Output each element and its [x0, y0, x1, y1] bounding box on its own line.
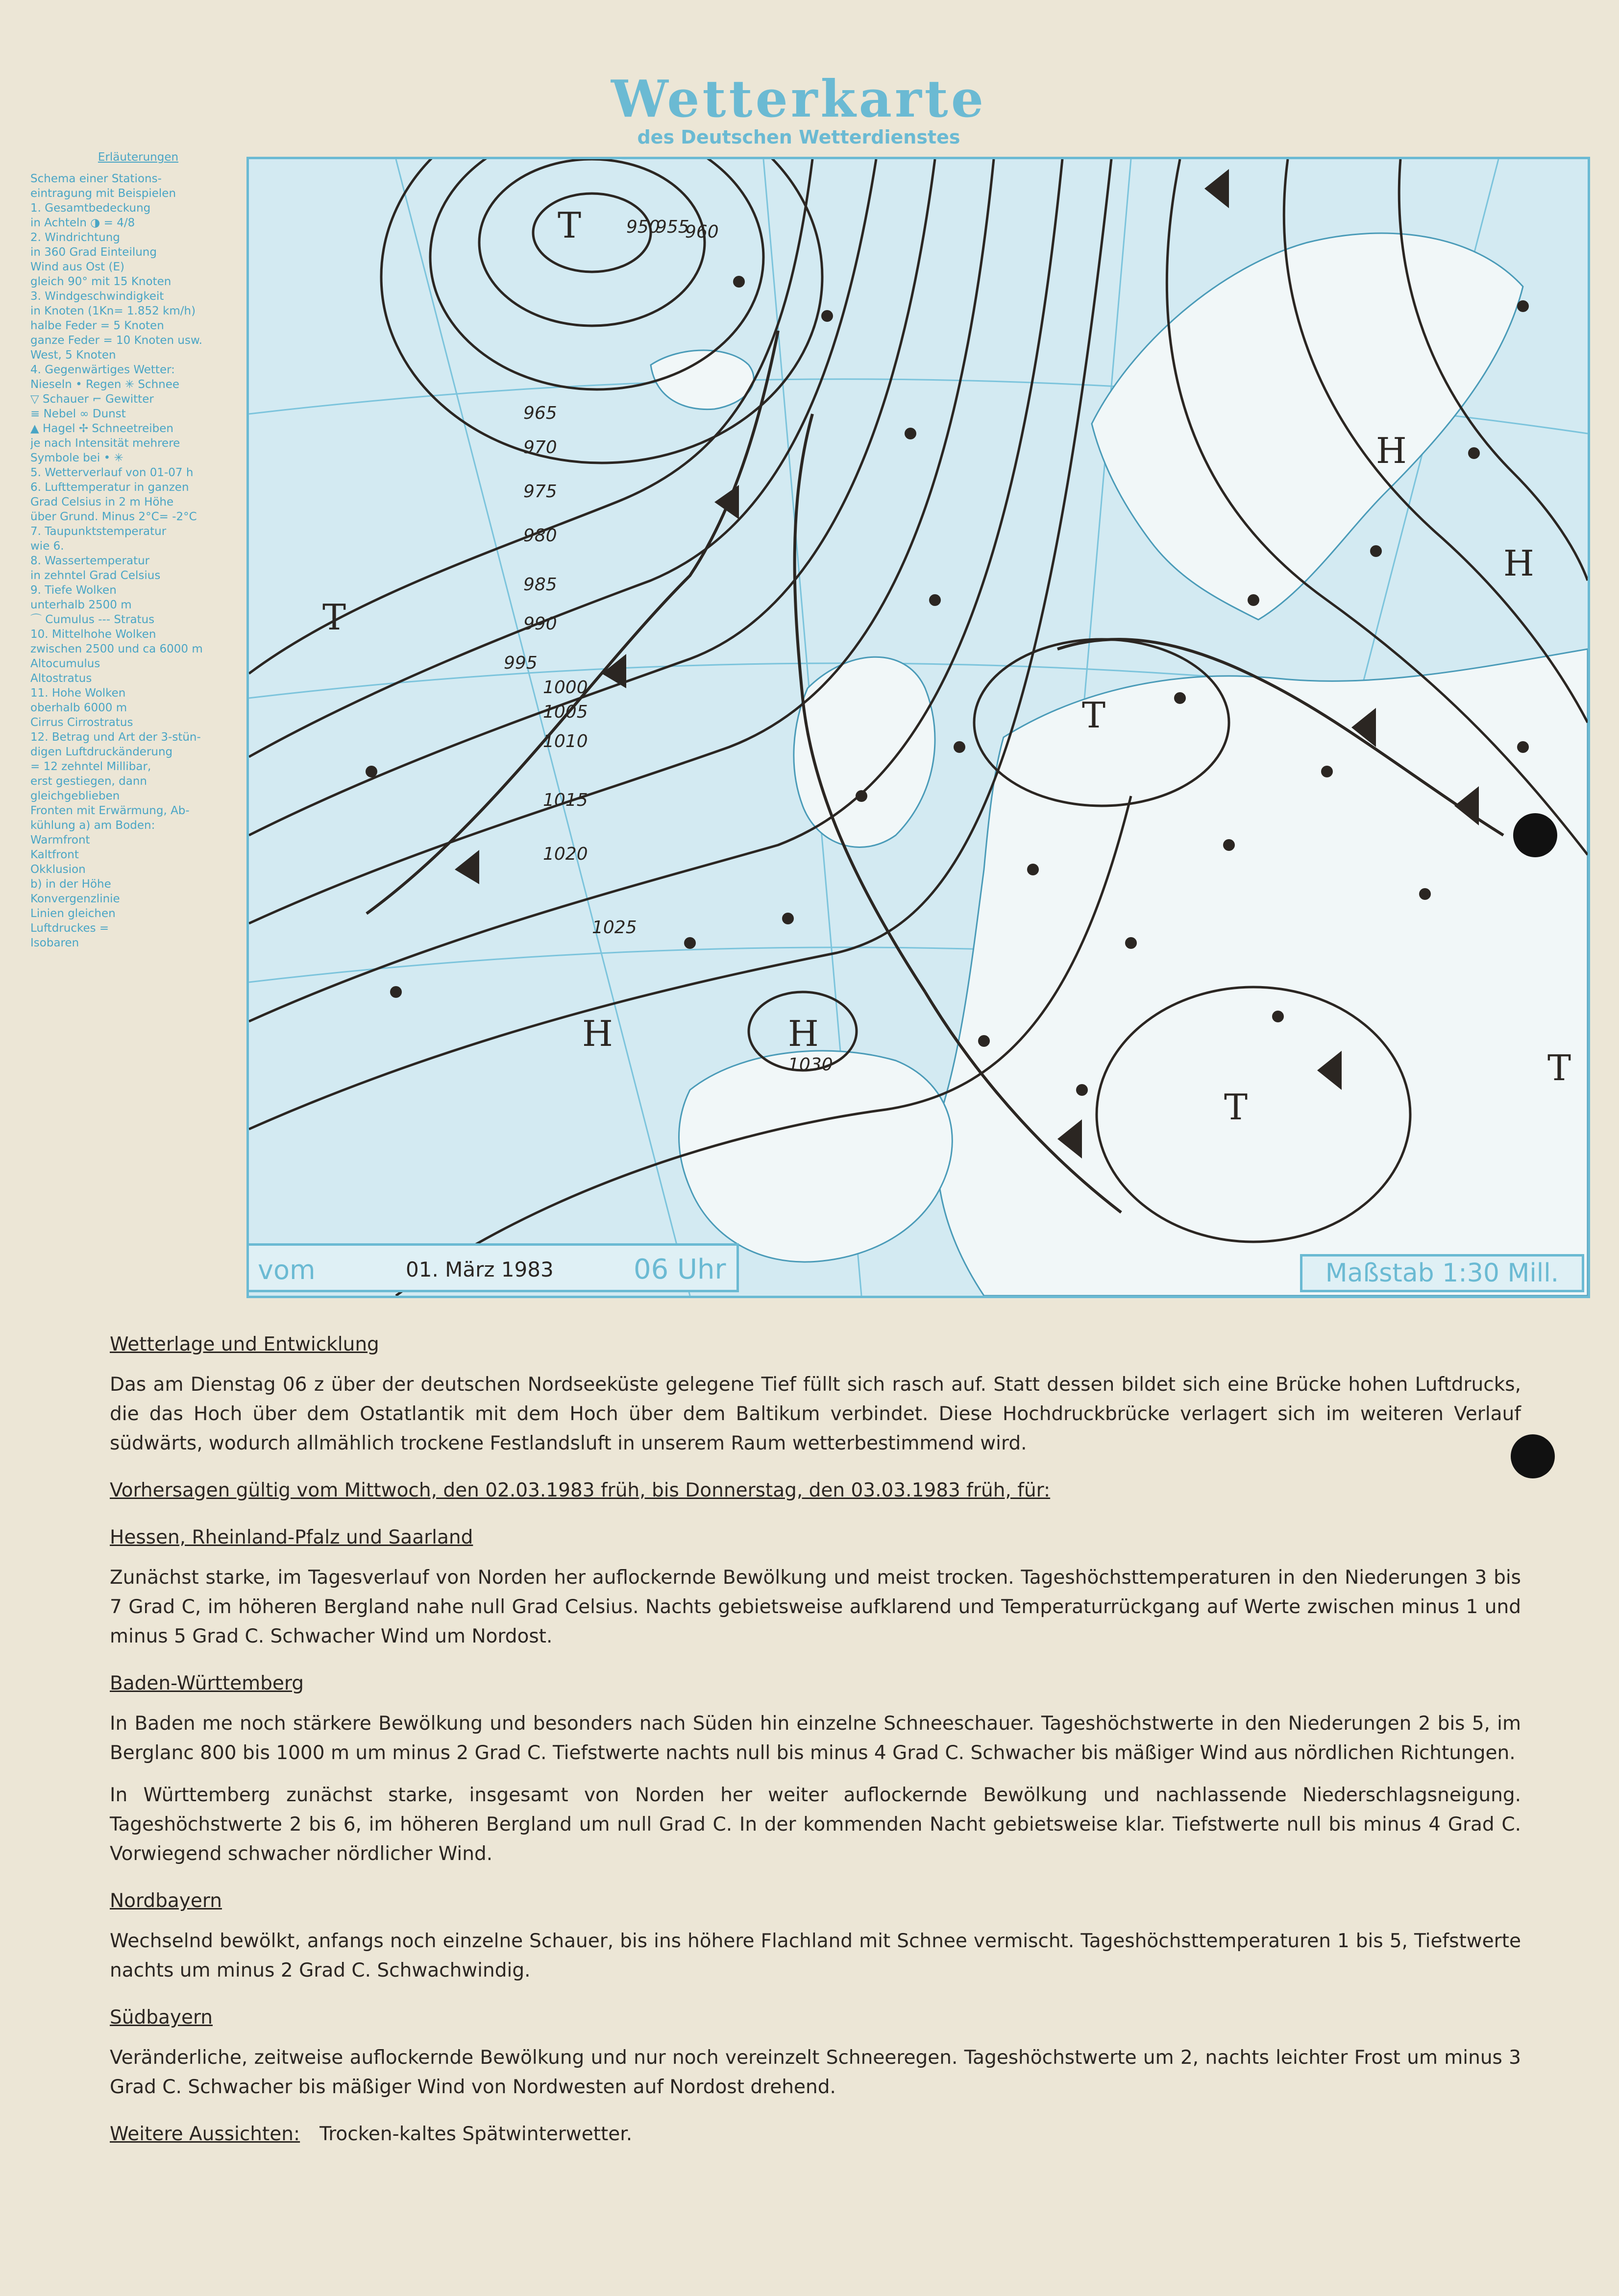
front-triangle: [1204, 169, 1229, 208]
legend-line: Isobaren: [30, 937, 79, 949]
page-subtitle: des Deutschen Wetterdienstes: [637, 126, 960, 148]
low-center-label: T: [558, 205, 582, 246]
legend-line: 7. Taupunktstemperatur: [30, 525, 167, 538]
legend-line: 3. Windgeschwindigkeit: [30, 290, 164, 303]
region-paragraph: Veränderliche, zeitweise auflockernde Bewölkung und nur noch vereinzelt Schneeregen. Tageshöchstwerte um 2, nachts leichter Frost um minus 3 Grad C. Schwacher bis mäßiger Wind von Nordwesten auf Nordost drehend.: [110, 2047, 1521, 2098]
legend-line: 8. Wassertemperatur: [30, 555, 150, 567]
isobar-label-1030: 1030: [788, 1055, 833, 1075]
isobar-label-970: 970: [523, 437, 557, 458]
region-forecasts: [110, 1523, 1521, 2102]
legend-line: 11. Hohe Wolken: [30, 687, 126, 700]
legend-line: ganze Feder = 10 Knoten usw.: [30, 334, 202, 347]
legend-line: in Achteln ◑ = 4/8: [30, 217, 135, 229]
legend-line: Fronten mit Erwärmung, Ab-: [30, 804, 190, 817]
map-scale: Maßstab 1:30 Mill.: [1300, 1254, 1584, 1292]
region-section: [110, 1523, 1521, 1651]
section-heading-wetterlage: Wetterlage und Entwicklung: [110, 1333, 379, 1355]
region-paragraph: In Baden me noch stärkere Bewölkung und besonders nach Süden hin einzelne Schneeschauer. Tageshöchstwerte in den Niederungen 2 bis 5, im Berglanc 800 bis 1000 m um minus 2 Grad C. Tiefstwerte nachts null bis minus 4 Grad C. Schwacher bis mäßiger Wind aus nördlichen Richtungen.: [110, 1713, 1521, 1764]
isobar-labels: [504, 217, 833, 1075]
outlook-label: Weitere Aussichten:: [110, 2123, 300, 2145]
outlook-line: [110, 2120, 1521, 2149]
legend-line: 2. Windrichtung: [30, 231, 120, 244]
footer-time: 06 Uhr: [634, 1254, 726, 1285]
legend-line: West, 5 Knoten: [30, 349, 116, 362]
legend-line: gleich 90° mit 15 Knoten: [30, 275, 172, 288]
region-paragraph: Wechselnd bewölkt, anfangs noch einzelne Schauer, bis ins höhere Flachland mit Schnee vermischt. Tageshöchsttemperaturen 1 bis 5, Tiefstwerte nachts um minus 2 Grad C. Schwachwindig.: [110, 1930, 1521, 1982]
isobar-label-985: 985: [523, 575, 557, 595]
legend-line: über Grund. Minus 2°C= -2°C: [30, 510, 197, 523]
legend-line: Nieseln • Regen ✳ Schnee: [30, 378, 180, 391]
isobar-label-960: 960: [685, 222, 719, 242]
land-scandinavia: [1092, 233, 1523, 620]
region-paragraph: Zunächst starke, im Tagesverlauf von Norden her auflockernde Bewölkung und meist trocken. Tageshöchsttemperaturen in den Niederungen 3 bis 7 Grad C, im höheren Bergland nahe null Grad Celsius. Nachts gebietsweise aufklarend und Temperaturrückgang auf Werte zwischen minus 1 und minus 5 Grad C. Schwacher Wind um Nordost.: [110, 1567, 1521, 1647]
legend-line: digen Luftdruckänderung: [30, 746, 173, 758]
isobar-label-1000: 1000: [543, 677, 588, 698]
high-center-label: H: [582, 1013, 613, 1054]
legend-line: kühlung a) am Boden:: [30, 819, 155, 832]
legend-line: = 12 zehntel Millibar,: [30, 760, 151, 773]
region-heading: Nordbayern: [110, 1890, 222, 1912]
legend-line: 9. Tiefe Wolken: [30, 584, 117, 597]
legend-line: zwischen 2500 und ca 6000 m: [30, 643, 203, 655]
legend-line: in 360 Grad Einteilung: [30, 246, 157, 259]
region-heading: Hessen, Rheinland-Pfalz und Saarland: [110, 1526, 473, 1548]
isobar-label-955: 955: [656, 217, 689, 237]
legend-line: Cirrus Cirrostratus: [30, 716, 133, 729]
legend-line: je nach Intensität mehrere: [30, 437, 180, 450]
front-triangle: [455, 850, 479, 884]
legend-line: 1. Gesamtbedeckung: [30, 202, 151, 215]
legend-line: Symbole bei • ✳: [30, 452, 123, 464]
overview-paragraph: Das am Dienstag 06 z über der deutschen Nordseeküste gelegene Tief füllt sich rasch auf. Statt dessen bildet sich eine Brücke hohen Luftdrucks, die das Hoch über dem Ostatlantik mit dem Hoch über dem Baltikum verbindet. Diese Hochdruckbrücke verlagert sich im weiteren Verlauf südwärts, wodurch allmählich trockene Festlandsluft in unserem Raum wetterbestimmend wird.: [110, 1374, 1521, 1454]
region-heading: Südbayern: [110, 2006, 213, 2029]
forecast-validity-header: Vorhersagen gültig vom Mittwoch, den 02.03.1983 früh, bis Donnerstag, den 03.03.1983 früh, für:: [110, 1479, 1051, 1501]
legend-line: Konvergenzlinie: [30, 893, 120, 905]
legend-line: Linien gleichen: [30, 907, 116, 920]
low-center-label: T: [1082, 695, 1106, 736]
legend-line: 6. Lufttemperatur in ganzen: [30, 481, 189, 494]
weather-map: [246, 157, 1590, 1298]
high-center-label: H: [1503, 543, 1534, 584]
land-continent: [937, 649, 1588, 1296]
region-heading: Baden-Württemberg: [110, 1672, 304, 1694]
legend-line: 4. Gegenwärtiges Wetter:: [30, 363, 175, 376]
legend-line: Luftdruckes =: [30, 922, 109, 935]
legend-line: Wind aus Ost (E): [30, 261, 124, 273]
low-center-label: T: [1224, 1087, 1248, 1128]
region-section: [110, 1669, 1521, 1869]
legend-line: in Knoten (1Kn= 1.852 km/h): [30, 305, 196, 317]
isobar-label-990: 990: [523, 614, 557, 634]
legend-line: Warmfront: [30, 834, 90, 846]
legend-line: b) in der Höhe: [30, 878, 111, 891]
legend-line: in zehntel Grad Celsius: [30, 569, 161, 582]
legend-line: erst gestiegen, dann: [30, 775, 147, 788]
isobar-label-1025: 1025: [592, 918, 637, 938]
isobar-label-1020: 1020: [543, 844, 588, 864]
isobar-label-975: 975: [523, 482, 557, 502]
low-center-label: T: [322, 597, 346, 638]
isobar-label-1010: 1010: [543, 731, 588, 751]
legend-line: ▽ Schauer ⌐ Gewitter: [30, 393, 154, 406]
legend-line: Altocumulus: [30, 657, 100, 670]
isobar-label-980: 980: [523, 526, 557, 546]
region-section: [110, 1886, 1521, 1985]
high-center-label: H: [788, 1013, 819, 1054]
front-triangle: [714, 485, 739, 519]
isobar-label-950: 950: [626, 217, 660, 237]
legend-line: 12. Betrag und Art der 3-stün-: [30, 731, 201, 744]
legend-panel: [30, 150, 246, 950]
legend-line: halbe Feder = 5 Knoten: [30, 319, 164, 332]
legend-line: oberhalb 6000 m: [30, 701, 127, 714]
footer-vom: vom: [258, 1255, 316, 1285]
punch-hole-top: [1513, 813, 1557, 857]
legend-line: 10. Mittelhohe Wolken: [30, 628, 156, 641]
forecast-text: [110, 1330, 1521, 2149]
low-center-label: T: [1547, 1047, 1571, 1088]
legend-line: unterhalb 2500 m: [30, 599, 132, 611]
legend-line: eintragung mit Beispielen: [30, 187, 176, 200]
legend-line: 5. Wetterverlauf von 01-07 h: [30, 466, 194, 479]
region-paragraph: In Württemberg zunächst starke, insgesamt von Norden her weiter auflockernde Bewölkung und nachlassende Niederschlagsneigung. Tageshöchstwerte 2 bis 6, im höheren Bergland um null Grad C. In der kommenden Nacht gebietsweise klar. Tiefstwerte null bis minus 4 Grad C. Vorwiegend schwacher nördlicher Wind.: [110, 1784, 1521, 1865]
legend-line: Okklusion: [30, 863, 86, 876]
legend-line: ▲ Hagel ✢ Schneetreiben: [30, 422, 173, 435]
legend-line: Grad Celsius in 2 m Höhe: [30, 496, 174, 508]
isobar-label-1005: 1005: [543, 702, 588, 722]
legend-line: ⌒ Cumulus --- Stratus: [30, 613, 155, 626]
map-footer: [246, 1243, 739, 1292]
land-masses: [651, 233, 1588, 1296]
cold-front: [367, 331, 778, 914]
legend-lines: [30, 171, 246, 950]
map-canvas: [249, 159, 1588, 1296]
legend-line: Altostratus: [30, 672, 92, 685]
outlook-text: Trocken-kaltes Spätwinterwetter.: [319, 2123, 633, 2145]
land-britain: [794, 657, 935, 847]
legend-line: ≡ Nebel ∞ Dunst: [30, 408, 126, 420]
high-center-label: H: [1376, 430, 1407, 471]
title-block: [578, 69, 1019, 148]
legend-line: gleichgeblieben: [30, 790, 120, 802]
page-title: Wetterkarte: [611, 69, 986, 129]
land-iberia: [679, 1051, 953, 1262]
region-section: [110, 2003, 1521, 2102]
footer-date: 01. März 1983: [406, 1257, 554, 1281]
legend-line: Kaltfront: [30, 848, 79, 861]
legend-line: wie 6.: [30, 540, 64, 553]
isobar-label-965: 965: [523, 403, 557, 423]
legend-line: Schema einer Stations-: [30, 172, 162, 185]
isobar-label-995: 995: [504, 653, 538, 673]
isobar-label-1015: 1015: [543, 790, 588, 810]
legend-heading: Erläuterungen: [98, 151, 179, 164]
